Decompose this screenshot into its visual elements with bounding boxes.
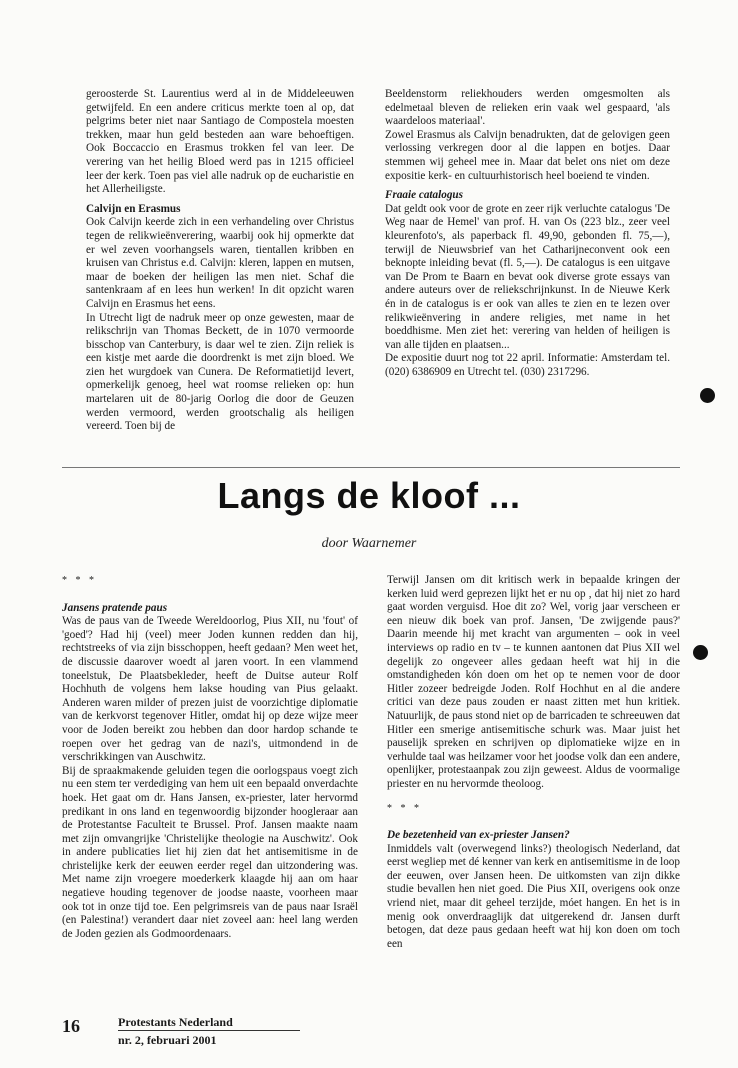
top-left-column (86, 88, 354, 434)
punch-hole-mark (700, 388, 715, 403)
issue-info: nr. 2, februari 2001 (118, 1033, 217, 1047)
top-right-column (385, 88, 670, 379)
paragraph: Was de paus van de Tweede Wereldoorlog, Pius XII, nu 'fout' of 'goed'? Had hij (veel) meer Joden kunnen redden dan hij, rechtstreeks of via zijn bisschoppen, heeft gedaan? Men weet het, de discussie daarover woedt al jaren voort. In een vlammend toneelstuk, De Plaatsbekleder, heeft de Duitse auteur Rolf Hochhuth de volgens hem lakse houding van Pius gelaakt. Anderen waren milder of prezen juist de voorzichtige diplomatie van de kerkvorst tegenover Hitler, omdat hij op deze wijze meer voor de Joden bereikt zou hebben dan door hardop schande te roepen over het gedrag van de nazi's, uitmondend in de verschrikkingen van Auschwitz. (62, 615, 358, 764)
paragraph: Bij de spraakmakende geluiden tegen die oorlogspaus voegt zich nu een stem ter verdediging van hem uit een bepaald onverdachte hoek. Het gaat om dr. Hans Jansen, ex-priester, later hervormd predikant in ons land en tegenwoordig bijzonder hoogleraar aan de Protestantse Faculteit te Brussel. Prof. Jansen maakte naam met zijn omvangrijke 'Christelijke theologie na Auschwitz'. Ook in andere publicaties liet hij zien dat het antisemitisme in de christelijke kerk der eeuwen eerder regel dan uitzondering was. Met name zijn vroegere moederkerk klaagde hij aan om haar negatieve houding tegenover de joodse naaste, voorheen maar ook tot in onze tijd toe. Een pelgrimsreis van de paus naar Israël (en Palestina!) verandert daar niet zoveel aan: heel lang werden de Joden gezien als Godmoordenaars. (62, 764, 358, 940)
footer-rule (118, 1030, 300, 1031)
page-number: 16 (62, 1016, 80, 1036)
paragraph: Ook Calvijn keerde zich in een verhandeling over Christus tegen de relikwieënverering, waarbij ook hij opmerkte dat er wel zeven voorhangsels waren, tientallen kribben en kruisen van Christus e.d. Calvijn: kleren, lappen en mutsen, maar de boeken der heiligen las men niet. Schaf die santenkraam af en lees hun werken! In dit opzicht waren Calvijn en Erasmus het eens. (86, 216, 354, 310)
paragraph: In Utrecht ligt de nadruk meer op onze gewesten, maar de relikschrijn van Thomas Beckett, de in 1070 vermoorde bisschop van Canterbury, is daar wel te zien. Zijn reliek is een kistje met aarde die doordrenkt is met zijn bloed. We zien het wurgdoek van Cunera. De Reformatietijd levert, opmerkelijk genoeg, heel wat roomse relieken op: hun martelaren uit de 80-jarig Oorlog die door de Geuzen werden vermoord, werden grootschalig als heiligen vereerd. Toen bij de (86, 311, 354, 433)
section-divider (62, 467, 680, 468)
bottom-left-column (62, 574, 358, 941)
section-heading: Calvijn en Erasmus (86, 202, 181, 215)
section-separator: * * * (387, 802, 422, 814)
paragraph: Dat geldt ook voor de grote en zeer rijk verluchte catalogus 'De Weg naar de Hemel' van prof. H. van Os (223 blz., zeer veel kleurenfoto's, als paperback fl. 49,90, gebonden fl. 75,—), terwijl de Nieuwsbrief van het Catharijneconvent ook een beknopte inleiding bevat (fl. 5,—). De catalogus is een uitgave van De Prom te Baarn en bevat ook diverse grote essays van andere auteurs over de reliekschrijnkunst. In de Nieuwe Kerk én in de catalogus is er ook van alles te zien en te lezen over relikwieënvering in andere religies, met name in het boeddhisme. Men ziet het: verering van helden of heiligen is van alle tijden en plaatsen... (385, 202, 670, 351)
section-heading: De bezetenheid van ex-priester Jansen? (387, 829, 570, 842)
paragraph: De expositie duurt nog tot 22 april. Informatie: Amsterdam tel. (020) 6386909 en Utrecht tel. (030) 2317296. (385, 352, 670, 378)
paragraph: geroosterde St. Laurentius werd al in de Middeleeuwen getwijfeld. En een andere criticus merkte toen al op, dat pelgrims beter niet naar Santiago de Compostela moesten trekken, maar hun geld besteden aan ware behoeftigen. Ook Boccaccio en Erasmus trokken fel van leer. De verering van het heilig Bloed werd pas in 1215 officieel leer der kerk. Toen pas viel alle nadruk op de eucharistie en het Allerheiligste. (86, 88, 354, 196)
section-heading: Fraaie catalogus (385, 189, 464, 202)
section-separator: * * * (62, 575, 97, 586)
article-title: Langs de kloof ... (217, 475, 521, 516)
article-byline: door Waarnemer (321, 536, 417, 551)
paragraph: Zowel Erasmus als Calvijn benadrukten, dat de gelovigen geen verlossing verkregen door al die lappen en botjes. Daar stemmen wij geheel mee in. Maar dat belet ons niet om deze expositie kerk- en cultuurhistorisch heel boeiend te vinden. (385, 128, 670, 182)
paragraph: Beeldenstorm reliekhouders werden omgesmolten als edelmetaal bleven de relieken erin vaak wel gespaard, 'als waardeloos materiaal'. (385, 88, 670, 128)
punch-hole-mark (693, 645, 708, 660)
paragraph: Inmiddels valt (overwegend links?) theologisch Nederland, dat eerst wegliep met dé kenner van kerk en antisemitisme in de loop der eeuwen, over Jansen heen. De uitkomsten van zijn dikke studie bevallen hen niet goed. Die Pius XII, overigens ook onze vriend niet, maar dit geheel terzijde, móet hangen. En het is in menig ook onverdraaglijk dat uitgerekend dr. Jansen durft betogen, dat deze paus gedaan heeft wat hij kon doen om toch een (387, 842, 680, 950)
section-heading: Jansens pratende paus (62, 601, 168, 614)
bottom-right-column (387, 574, 680, 951)
paragraph: Terwijl Jansen om dit kritisch werk in bepaalde kringen der kerken luid werd geprezen lijkt het er nu op , dat hij niet zo hard gaat worden verguisd. Hoe dit zo? Wel, vorig jaar verscheen er een nieuw dik boek van prof. Jansen, 'De zwijgende paus?' Daarin meende hij met kracht van argumenten – ook in veel interviews op radio en tv – te kunnen aantonen dat Pius XII wel degelijk zo ongeveer alles gedaan heeft wat hij in die omstandigheden kón doen om het op te nemen voor de door Hitler zozeer bedreigde Joden. Rolf Hochhut en al die andere critici van deze paus zouden er naast zitten met hun kritiek. Natuurlijk, de paus stond niet op de barricaden te schreeuwen dat Hitler een smerige antisemitische schurk was. Maar juist het pauselijk spreken en schrijven op diplomatieke wijze en in verhulde taal was heilzamer voor het joodse volk dan een andere, openlijker, protestaanpak zou zijn geweest. Aldus de voormalige priester en nu hervormde theoloog. (387, 574, 680, 790)
publication-name: Protestants Nederland (118, 1015, 233, 1029)
